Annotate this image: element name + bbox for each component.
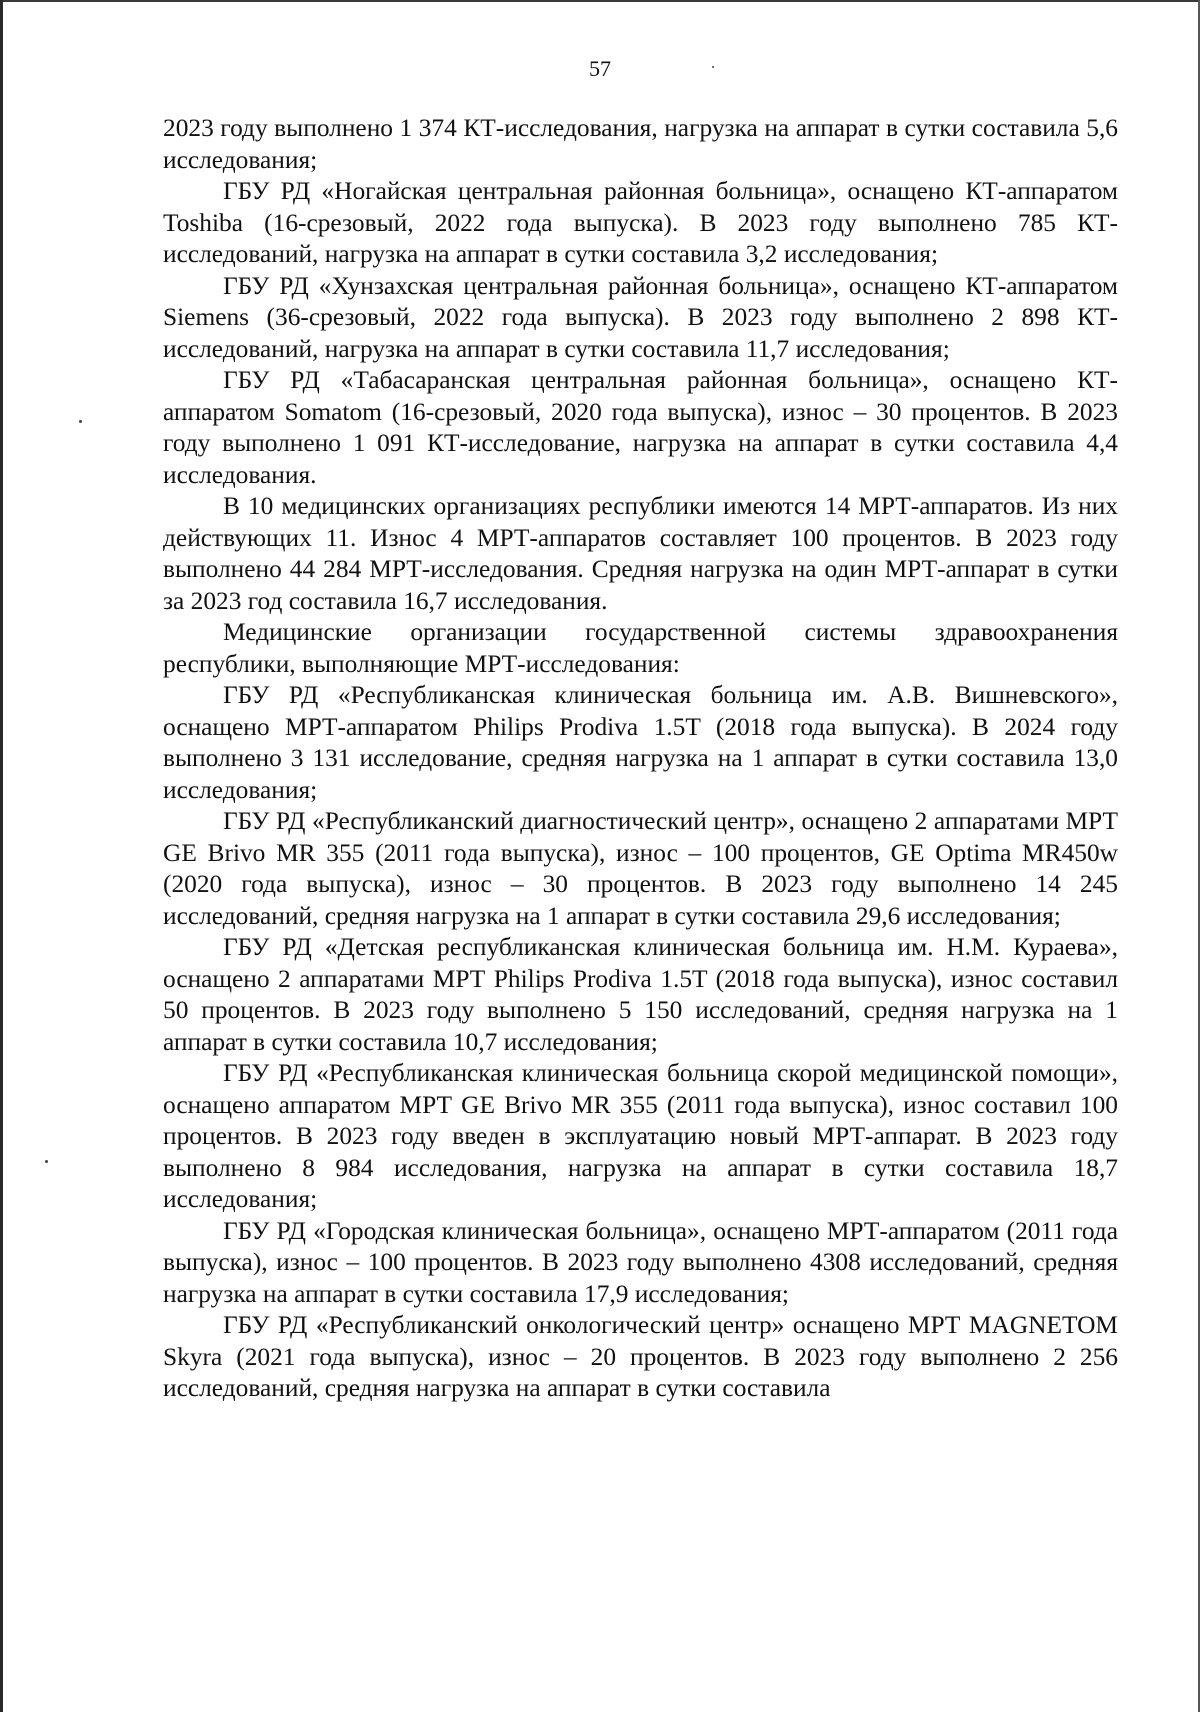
paragraph-mrt-organizations-intro: Медицинские организации государственной системы здравоохранения республики, выполняющие МРТ-исследования: <box>163 618 1118 678</box>
paragraph-continuation: 2023 году выполнено 1 374 КТ-исследования, нагрузка на аппарат в сутки составила 5,6 исследования; <box>163 114 1118 174</box>
paragraph-mrt-summary: В 10 медицинских организациях республики имеются 14 МРТ-аппаратов. Из них действующих 11. Износ 4 МРТ-аппаратов составляет 100 процентов. В 2023 году выполнено 44 284 МРТ-исследования. Средняя нагрузка на один МРТ-аппарат в сутки за 2023 год составила 16,7 исследования. <box>163 492 1118 615</box>
scan-edge-top <box>0 0 1200 2</box>
scan-speck <box>79 420 82 423</box>
document-body <box>163 113 1118 1405</box>
page-number: 57 <box>589 56 611 81</box>
paragraph-drkb-kuraev: ГБУ РД «Детская республиканская клиническая больница им. Н.М. Кураева», оснащено 2 аппаратами МРТ Philips Prodiva 1.5T (2018 года выпуска), износ составил 50 процентов. В 2023 году выполнено 5 150 исследований, средняя нагрузка на 1 аппарат в сутки составила 10,7 исследования; <box>163 933 1118 1056</box>
paragraph-khunzakh-crb: ГБУ РД «Хунзахская центральная районная больница», оснащено КТ-аппаратом Siemens (36-срезовый, 2022 года выпуска). В 2023 году выполнено 2 898 КТ-исследований, нагрузка на аппарат в сутки составила 11,7 исследования; <box>163 271 1118 363</box>
paragraph-tabasaran-crb: ГБУ РД «Табасаранская центральная районная больница», оснащено КТ-аппаратом Somatom (16-срезовый, 2020 года выпуска), износ – 30 процентов. В 2023 году выполнено 1 091 КТ-исследование, нагрузка на аппарат в сутки составила 4,4 исследования. <box>163 366 1118 489</box>
paragraph-rkb-smp: ГБУ РД «Республиканская клиническая больница скорой медицинской помощи», оснащено аппаратом МРТ GE Brivo MR 355 (2011 года выпуска), износ составил 100 процентов. В 2023 году введен в эксплуатацию новый МРТ-аппарат. В 2023 году выполнено 8 984 исследования, нагрузка на аппарат в сутки составила 18,7 исследования; <box>163 1059 1118 1213</box>
paragraph-rdc: ГБУ РД «Республиканский диагностический центр», оснащено 2 аппаратами МРТ GE Brivo MR 355 (2011 года выпуска), износ – 100 процентов, GE Optima MR450w (2020 года выпуска), износ – 30 процентов. В 2023 году выполнено 14 245 исследований, средняя нагрузка на 1 аппарат в сутки составила 29,6 исследования; <box>163 807 1118 930</box>
scan-speck <box>45 1160 48 1163</box>
paragraph-rkb-vishnevsky: ГБУ РД «Республиканская клиническая больница им. А.В. Вишневского», оснащено МРТ-аппаратом Philips Prodiva 1.5T (2018 года выпуска). В 2024 году выполнено 3 131 исследование, средняя нагрузка на 1 аппарат в сутки составила 13,0 исследования; <box>163 681 1118 804</box>
paragraph-rok: ГБУ РД «Республиканский онкологический центр» оснащено МРТ MAGNETOM Skyra (2021 года выпуска), износ – 20 процентов. В 2023 году выполнено 2 256 исследований, средняя нагрузка на аппарат в сутки составила <box>163 1311 1118 1402</box>
scan-edge-left <box>0 0 3 1712</box>
paragraph-gkb: ГБУ РД «Городская клиническая больница», оснащено МРТ-аппаратом (2011 года выпуска), износ – 100 процентов. В 2023 году выполнено 4308 исследований, средняя нагрузка на аппарат в сутки составила 17,9 исследования; <box>163 1216 1118 1308</box>
paragraph-nogai-crb: ГБУ РД «Ногайская центральная районная больница», оснащено КТ-аппаратом Toshiba (16-срезовый, 2022 года выпуска). В 2023 году выполнено 785 КТ-исследований, нагрузка на аппарат в сутки составила 3,2 исследования; <box>163 177 1118 268</box>
